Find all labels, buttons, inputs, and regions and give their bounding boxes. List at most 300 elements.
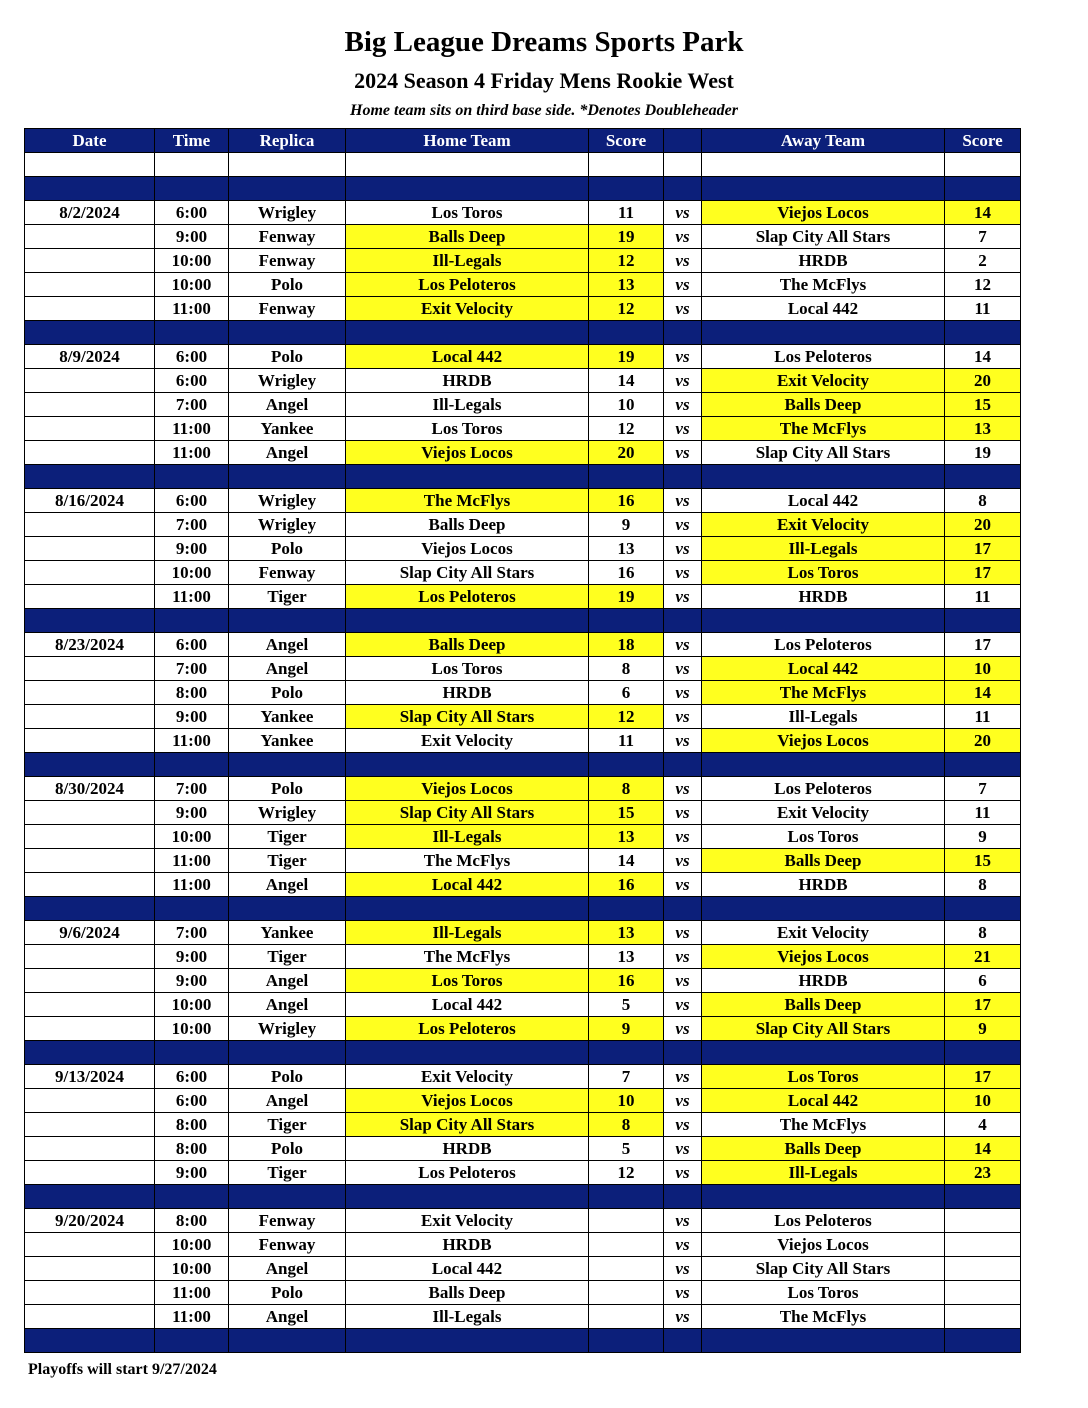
home-team-cell: The McFlys <box>346 945 589 969</box>
home-score-cell: 13 <box>589 825 664 849</box>
home-score-cell: 12 <box>589 249 664 273</box>
replica-cell: Tiger <box>229 825 346 849</box>
game-row <box>25 249 1021 273</box>
date-cell <box>25 873 155 897</box>
game-row <box>25 1089 1021 1113</box>
away-team-cell: The McFlys <box>702 273 945 297</box>
separator-row <box>25 1329 1021 1353</box>
empty-cell <box>664 177 702 201</box>
away-score-cell: 20 <box>945 513 1021 537</box>
replica-cell: Fenway <box>229 1209 346 1233</box>
home-team-cell: Exit Velocity <box>346 1065 589 1089</box>
vs-cell: vs <box>664 489 702 513</box>
vs-cell: vs <box>664 225 702 249</box>
vs-cell: vs <box>664 657 702 681</box>
away-score-cell: 11 <box>945 801 1021 825</box>
vs-cell: vs <box>664 1137 702 1161</box>
date-cell <box>25 1257 155 1281</box>
date-cell: 9/20/2024 <box>25 1209 155 1233</box>
time-cell: 10:00 <box>155 825 229 849</box>
vs-cell: vs <box>664 705 702 729</box>
away-score-cell: 20 <box>945 729 1021 753</box>
home-score-cell: 16 <box>589 873 664 897</box>
date-cell <box>25 369 155 393</box>
date-cell <box>25 297 155 321</box>
away-team-cell: Local 442 <box>702 489 945 513</box>
empty-cell <box>346 609 589 633</box>
empty-cell <box>702 1185 945 1209</box>
date-cell <box>25 849 155 873</box>
away-team-cell: Los Peloteros <box>702 1209 945 1233</box>
replica-cell: Yankee <box>229 921 346 945</box>
empty-cell <box>589 465 664 489</box>
home-score-cell: 15 <box>589 801 664 825</box>
home-score-cell: 14 <box>589 849 664 873</box>
replica-cell: Angel <box>229 441 346 465</box>
date-cell <box>25 249 155 273</box>
vs-cell: vs <box>664 1017 702 1041</box>
vs-cell: vs <box>664 1257 702 1281</box>
time-cell: 6:00 <box>155 369 229 393</box>
empty-cell <box>229 1185 346 1209</box>
away-score-cell: 17 <box>945 537 1021 561</box>
time-cell: 8:00 <box>155 1113 229 1137</box>
away-team-cell: The McFlys <box>702 1113 945 1137</box>
game-row <box>25 921 1021 945</box>
game-row <box>25 1209 1021 1233</box>
game-row <box>25 849 1021 873</box>
replica-cell: Tiger <box>229 1113 346 1137</box>
home-score-cell: 8 <box>589 777 664 801</box>
replica-cell: Polo <box>229 1281 346 1305</box>
away-score-cell: 8 <box>945 921 1021 945</box>
vs-cell: vs <box>664 537 702 561</box>
empty-cell <box>945 321 1021 345</box>
empty-cell <box>589 609 664 633</box>
time-cell: 9:00 <box>155 705 229 729</box>
date-cell <box>25 1113 155 1137</box>
home-team-cell: Exit Velocity <box>346 1209 589 1233</box>
empty-cell <box>229 1329 346 1353</box>
away-team-cell: Los Toros <box>702 825 945 849</box>
away-score-cell: 7 <box>945 225 1021 249</box>
empty-cell <box>945 1185 1021 1209</box>
home-score-cell: 12 <box>589 1161 664 1185</box>
game-row <box>25 273 1021 297</box>
separator-row <box>25 465 1021 489</box>
empty-cell <box>702 1329 945 1353</box>
away-team-cell: Local 442 <box>702 657 945 681</box>
replica-cell: Wrigley <box>229 201 346 225</box>
home-score-cell: 13 <box>589 273 664 297</box>
empty-cell <box>589 897 664 921</box>
vs-cell: vs <box>664 441 702 465</box>
col-home-team: Home Team <box>346 129 589 153</box>
empty-cell <box>589 1041 664 1065</box>
date-cell: 8/2/2024 <box>25 201 155 225</box>
away-team-cell: Balls Deep <box>702 993 945 1017</box>
home-team-cell: HRDB <box>346 1137 589 1161</box>
empty-cell <box>702 321 945 345</box>
away-team-cell: Exit Velocity <box>702 801 945 825</box>
home-team-cell: Ill-Legals <box>346 1305 589 1329</box>
home-score-cell: 19 <box>589 585 664 609</box>
game-row <box>25 969 1021 993</box>
col-date: Date <box>25 129 155 153</box>
vs-cell: vs <box>664 297 702 321</box>
away-score-cell: 15 <box>945 393 1021 417</box>
vs-cell: vs <box>664 921 702 945</box>
home-score-cell: 16 <box>589 969 664 993</box>
empty-cell <box>346 1185 589 1209</box>
empty-cell <box>155 465 229 489</box>
empty-cell <box>346 321 589 345</box>
time-cell: 7:00 <box>155 657 229 681</box>
empty-cell <box>25 897 155 921</box>
time-cell: 10:00 <box>155 1257 229 1281</box>
empty-cell <box>664 1329 702 1353</box>
home-team-cell: Los Toros <box>346 969 589 993</box>
date-cell <box>25 393 155 417</box>
away-score-cell: 11 <box>945 705 1021 729</box>
home-score-cell: 16 <box>589 489 664 513</box>
separator-row <box>25 753 1021 777</box>
home-score-cell: 20 <box>589 441 664 465</box>
away-team-cell: Balls Deep <box>702 849 945 873</box>
home-team-cell: Exit Velocity <box>346 729 589 753</box>
home-team-cell: Viejos Locos <box>346 441 589 465</box>
game-row <box>25 417 1021 441</box>
away-team-cell: Exit Velocity <box>702 921 945 945</box>
empty-cell <box>229 753 346 777</box>
away-team-cell: Los Toros <box>702 561 945 585</box>
away-score-cell <box>945 1305 1021 1329</box>
home-score-cell: 12 <box>589 417 664 441</box>
empty-cell <box>664 1185 702 1209</box>
away-team-cell: HRDB <box>702 969 945 993</box>
home-score-cell: 8 <box>589 657 664 681</box>
away-team-cell: Exit Velocity <box>702 513 945 537</box>
game-row <box>25 1257 1021 1281</box>
away-team-cell: Ill-Legals <box>702 705 945 729</box>
empty-cell <box>346 1329 589 1353</box>
away-team-cell: Local 442 <box>702 1089 945 1113</box>
date-cell <box>25 1017 155 1041</box>
time-cell: 7:00 <box>155 921 229 945</box>
time-cell: 8:00 <box>155 681 229 705</box>
vs-cell: vs <box>664 945 702 969</box>
home-score-cell <box>589 1281 664 1305</box>
home-team-cell: Viejos Locos <box>346 1089 589 1113</box>
time-cell: 7:00 <box>155 777 229 801</box>
vs-cell: vs <box>664 849 702 873</box>
date-cell <box>25 441 155 465</box>
empty-cell <box>25 321 155 345</box>
date-cell: 8/30/2024 <box>25 777 155 801</box>
away-team-cell: Los Peloteros <box>702 633 945 657</box>
empty-cell <box>25 753 155 777</box>
date-cell <box>25 1233 155 1257</box>
empty-cell <box>25 1041 155 1065</box>
page-subtitle: 2024 Season 4 Friday Mens Rookie West <box>354 68 734 93</box>
away-score-cell: 8 <box>945 873 1021 897</box>
vs-cell: vs <box>664 393 702 417</box>
time-cell: 6:00 <box>155 489 229 513</box>
game-row <box>25 729 1021 753</box>
vs-cell: vs <box>664 249 702 273</box>
date-cell: 9/6/2024 <box>25 921 155 945</box>
home-score-cell <box>589 1209 664 1233</box>
game-row <box>25 945 1021 969</box>
replica-cell: Tiger <box>229 945 346 969</box>
empty-cell <box>589 1329 664 1353</box>
replica-cell: Yankee <box>229 729 346 753</box>
empty-cell <box>702 1041 945 1065</box>
empty-cell <box>155 609 229 633</box>
vs-cell: vs <box>664 873 702 897</box>
empty-cell <box>155 153 229 177</box>
date-cell: 8/23/2024 <box>25 633 155 657</box>
empty-cell <box>702 153 945 177</box>
home-team-cell: Slap City All Stars <box>346 561 589 585</box>
replica-cell: Wrigley <box>229 1017 346 1041</box>
game-row <box>25 657 1021 681</box>
separator-row <box>25 321 1021 345</box>
away-team-cell: Slap City All Stars <box>702 225 945 249</box>
home-team-cell: Ill-Legals <box>346 825 589 849</box>
away-score-cell: 23 <box>945 1161 1021 1185</box>
vs-cell: vs <box>664 417 702 441</box>
time-cell: 6:00 <box>155 1089 229 1113</box>
empty-cell <box>702 465 945 489</box>
vs-cell: vs <box>664 1161 702 1185</box>
empty-cell <box>589 177 664 201</box>
separator-row <box>25 177 1021 201</box>
away-team-cell: Slap City All Stars <box>702 441 945 465</box>
empty-cell <box>945 609 1021 633</box>
away-score-cell <box>945 1233 1021 1257</box>
away-score-cell: 13 <box>945 417 1021 441</box>
replica-cell: Wrigley <box>229 513 346 537</box>
replica-cell: Angel <box>229 1257 346 1281</box>
time-cell: 9:00 <box>155 537 229 561</box>
home-score-cell: 13 <box>589 921 664 945</box>
game-row <box>25 777 1021 801</box>
date-cell <box>25 969 155 993</box>
time-cell: 6:00 <box>155 1065 229 1089</box>
date-cell: 9/13/2024 <box>25 1065 155 1089</box>
vs-cell: vs <box>664 585 702 609</box>
time-cell: 11:00 <box>155 441 229 465</box>
separator-row <box>25 609 1021 633</box>
vs-cell: vs <box>664 1065 702 1089</box>
footer-note: Playoffs will start 9/27/2024 <box>28 1361 217 1378</box>
time-cell: 9:00 <box>155 1161 229 1185</box>
empty-cell <box>155 177 229 201</box>
home-score-cell <box>589 1305 664 1329</box>
replica-cell: Polo <box>229 681 346 705</box>
away-score-cell <box>945 1209 1021 1233</box>
time-cell: 11:00 <box>155 297 229 321</box>
time-cell: 9:00 <box>155 969 229 993</box>
empty-cell <box>25 609 155 633</box>
away-score-cell: 14 <box>945 201 1021 225</box>
replica-cell: Fenway <box>229 297 346 321</box>
away-team-cell: Viejos Locos <box>702 201 945 225</box>
time-cell: 11:00 <box>155 1281 229 1305</box>
home-team-cell: Balls Deep <box>346 1281 589 1305</box>
away-team-cell: HRDB <box>702 873 945 897</box>
home-score-cell: 13 <box>589 537 664 561</box>
empty-cell <box>229 609 346 633</box>
empty-cell <box>664 465 702 489</box>
home-score-cell: 12 <box>589 297 664 321</box>
time-cell: 10:00 <box>155 249 229 273</box>
home-team-cell: Viejos Locos <box>346 537 589 561</box>
replica-cell: Tiger <box>229 849 346 873</box>
date-cell <box>25 729 155 753</box>
away-score-cell <box>945 1281 1021 1305</box>
time-cell: 6:00 <box>155 345 229 369</box>
vs-cell: vs <box>664 369 702 393</box>
date-cell <box>25 561 155 585</box>
page-title: Big League Dreams Sports Park <box>344 26 744 58</box>
away-team-cell: Exit Velocity <box>702 369 945 393</box>
home-score-cell: 19 <box>589 345 664 369</box>
empty-cell <box>945 465 1021 489</box>
empty-cell <box>702 177 945 201</box>
away-score-cell: 15 <box>945 849 1021 873</box>
away-score-cell <box>945 1257 1021 1281</box>
home-score-cell: 6 <box>589 681 664 705</box>
home-team-cell: Los Peloteros <box>346 585 589 609</box>
date-cell <box>25 1089 155 1113</box>
home-score-cell <box>589 1257 664 1281</box>
home-team-cell: Los Toros <box>346 657 589 681</box>
away-team-cell: Viejos Locos <box>702 1233 945 1257</box>
empty-cell <box>346 153 589 177</box>
empty-cell <box>346 1041 589 1065</box>
empty-cell <box>664 1041 702 1065</box>
empty-cell <box>155 753 229 777</box>
away-score-cell: 21 <box>945 945 1021 969</box>
game-row <box>25 1233 1021 1257</box>
empty-cell <box>155 897 229 921</box>
vs-cell: vs <box>664 1089 702 1113</box>
empty-cell <box>155 1041 229 1065</box>
game-row <box>25 633 1021 657</box>
vs-cell: vs <box>664 801 702 825</box>
separator-row <box>25 1041 1021 1065</box>
game-row <box>25 873 1021 897</box>
away-score-cell: 4 <box>945 1113 1021 1137</box>
home-score-cell: 16 <box>589 561 664 585</box>
away-team-cell: Viejos Locos <box>702 945 945 969</box>
away-team-cell: Los Toros <box>702 1065 945 1089</box>
home-score-cell: 12 <box>589 705 664 729</box>
home-team-cell: Exit Velocity <box>346 297 589 321</box>
replica-cell: Angel <box>229 657 346 681</box>
time-cell: 8:00 <box>155 1137 229 1161</box>
replica-cell: Angel <box>229 633 346 657</box>
replica-cell: Fenway <box>229 561 346 585</box>
empty-cell <box>346 753 589 777</box>
schedule-body <box>25 153 1021 1353</box>
game-row <box>25 345 1021 369</box>
home-team-cell: Viejos Locos <box>346 777 589 801</box>
replica-cell: Polo <box>229 273 346 297</box>
home-team-cell: Local 442 <box>346 873 589 897</box>
empty-cell <box>664 753 702 777</box>
replica-cell: Polo <box>229 1137 346 1161</box>
game-row <box>25 1065 1021 1089</box>
date-cell <box>25 1281 155 1305</box>
replica-cell: Polo <box>229 1065 346 1089</box>
away-score-cell: 10 <box>945 1089 1021 1113</box>
date-cell <box>25 945 155 969</box>
away-score-cell: 17 <box>945 633 1021 657</box>
separator-row <box>25 897 1021 921</box>
game-row <box>25 825 1021 849</box>
home-team-cell: HRDB <box>346 1233 589 1257</box>
empty-cell <box>945 1041 1021 1065</box>
time-cell: 8:00 <box>155 1209 229 1233</box>
replica-cell: Angel <box>229 1305 346 1329</box>
vs-cell: vs <box>664 201 702 225</box>
replica-cell: Fenway <box>229 225 346 249</box>
home-score-cell: 10 <box>589 1089 664 1113</box>
vs-cell: vs <box>664 993 702 1017</box>
home-score-cell <box>589 1233 664 1257</box>
empty-cell <box>664 321 702 345</box>
time-cell: 6:00 <box>155 201 229 225</box>
replica-cell: Polo <box>229 537 346 561</box>
away-team-cell: Balls Deep <box>702 1137 945 1161</box>
game-row <box>25 1281 1021 1305</box>
time-cell: 10:00 <box>155 1017 229 1041</box>
home-score-cell: 5 <box>589 1137 664 1161</box>
date-cell: 8/9/2024 <box>25 345 155 369</box>
home-score-cell: 9 <box>589 513 664 537</box>
time-cell: 9:00 <box>155 225 229 249</box>
away-score-cell: 6 <box>945 969 1021 993</box>
date-cell: 8/16/2024 <box>25 489 155 513</box>
vs-cell: vs <box>664 1233 702 1257</box>
vs-cell: vs <box>664 273 702 297</box>
away-score-cell: 9 <box>945 1017 1021 1041</box>
empty-cell <box>25 1329 155 1353</box>
away-score-cell: 17 <box>945 1065 1021 1089</box>
game-row <box>25 681 1021 705</box>
replica-cell: Tiger <box>229 1161 346 1185</box>
away-score-cell: 17 <box>945 993 1021 1017</box>
home-team-cell: Los Peloteros <box>346 1017 589 1041</box>
home-team-cell: Balls Deep <box>346 513 589 537</box>
game-row <box>25 441 1021 465</box>
game-row <box>25 369 1021 393</box>
blank-row <box>25 153 1021 177</box>
vs-cell: vs <box>664 1281 702 1305</box>
date-cell <box>25 993 155 1017</box>
home-score-cell: 9 <box>589 1017 664 1041</box>
away-score-cell: 12 <box>945 273 1021 297</box>
replica-cell: Yankee <box>229 705 346 729</box>
empty-cell <box>25 153 155 177</box>
date-cell <box>25 1305 155 1329</box>
empty-cell <box>589 321 664 345</box>
date-cell <box>25 417 155 441</box>
vs-cell: vs <box>664 633 702 657</box>
